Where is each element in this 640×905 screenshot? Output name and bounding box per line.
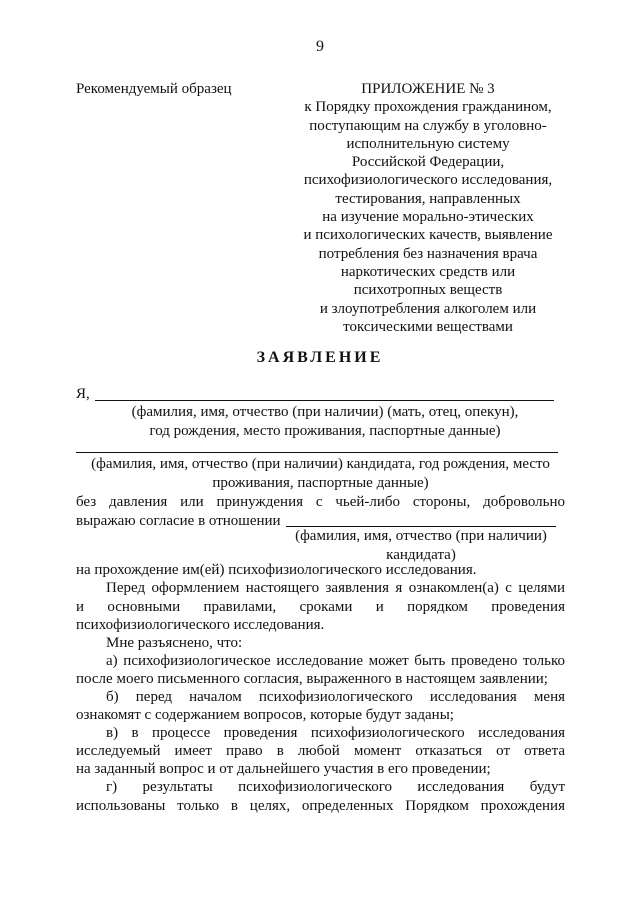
- item-a-line: после моего письменного согласия, выраженного в настоящем заявлении;: [76, 671, 548, 687]
- body-paragraph-line: психофизиологического исследования.: [76, 617, 325, 633]
- item-v-line: на заданный вопрос и от дальнейшего участия в его проведении;: [76, 761, 491, 777]
- item-b-line: б) перед началом психофизиологического исследования меня: [106, 689, 565, 705]
- appendix-line: психофизиологического исследования,: [303, 172, 553, 189]
- relation-caption-line: кандидата): [386, 547, 456, 563]
- appendix-line: тестирования, направленных: [335, 190, 521, 207]
- body-paragraph-line: Мне разъяснено, что:: [106, 635, 243, 651]
- item-a-line: а) психофизиологическое исследование может быть проведено только: [106, 653, 565, 669]
- appendix-line: Российской Федерации,: [351, 154, 505, 171]
- candidate-caption: [76, 455, 565, 493]
- consent-line: выражаю согласие в отношении: [76, 513, 281, 529]
- appendix-block: [290, 80, 566, 336]
- appendix-line: потребления без назначения врача: [318, 245, 538, 262]
- item-v-line: в) в процессе проведения психофизиологического исследования: [106, 725, 565, 741]
- candidate-fill-line[interactable]: [76, 452, 558, 453]
- candidate-caption-line: (фамилия, имя, отчество (при наличии) кандидата, год рождения, место: [91, 456, 550, 472]
- applicant-caption-line: год рождения, место проживания, паспортные данные): [149, 423, 501, 439]
- applicant-caption: [90, 403, 560, 441]
- appendix-line: токсическими веществами: [343, 318, 513, 335]
- appendix-line: исполнительную систему: [346, 135, 510, 152]
- appendix-line: и психологических качеств, выявление: [303, 227, 553, 244]
- body-paragraph-line: и основными правилами, сроками и порядком проведения: [76, 599, 565, 615]
- sample-label: Рекомендуемый образец: [76, 81, 232, 97]
- ya-label: Я,: [76, 386, 90, 402]
- appendix-line: психотропных веществ: [353, 282, 503, 299]
- page-number: 9: [316, 38, 324, 55]
- appendix-line: наркотических средств или: [340, 263, 516, 280]
- appendix-line: поступающим на службу в уголовно-: [309, 117, 547, 134]
- applicant-caption-line: (фамилия, имя, отчество (при наличии) (мать, отец, опекун),: [131, 404, 519, 420]
- relation-caption-line: (фамилия, имя, отчество (при наличии): [295, 528, 547, 544]
- relation-caption: [286, 527, 556, 565]
- appendix-title: ПРИЛОЖЕНИЕ № 3: [361, 81, 495, 97]
- item-v-line: исследуемый имеет право в любой момент отказаться от ответа: [76, 743, 565, 759]
- body-paragraph-line: Перед оформлением настоящего заявления я ознакомлен(а) с целями: [106, 580, 565, 596]
- appendix-line: и злоупотребления алкоголем или: [319, 300, 537, 317]
- appendix-line: к Порядку прохождения гражданином,: [304, 99, 552, 116]
- item-g-line: использованы только в целях, определенных Порядком прохождения: [76, 798, 565, 814]
- candidate-caption-line: проживания, паспортные данные): [212, 475, 429, 491]
- item-b-line: ознакомят с содержанием вопросов, которые будут заданы;: [76, 707, 454, 723]
- consent-line: на прохождение им(ей) психофизиологического исследования.: [76, 562, 477, 578]
- applicant-fill-line[interactable]: [95, 400, 554, 401]
- document-title: ЗАЯВЛЕНИЕ: [256, 349, 384, 366]
- appendix-line: на изучение морально-этических: [322, 209, 534, 226]
- consent-line: без давления или принуждения с чьей-либо стороны, добровольно: [76, 494, 565, 510]
- item-g-line: г) результаты психофизиологического исследования будут: [106, 779, 565, 795]
